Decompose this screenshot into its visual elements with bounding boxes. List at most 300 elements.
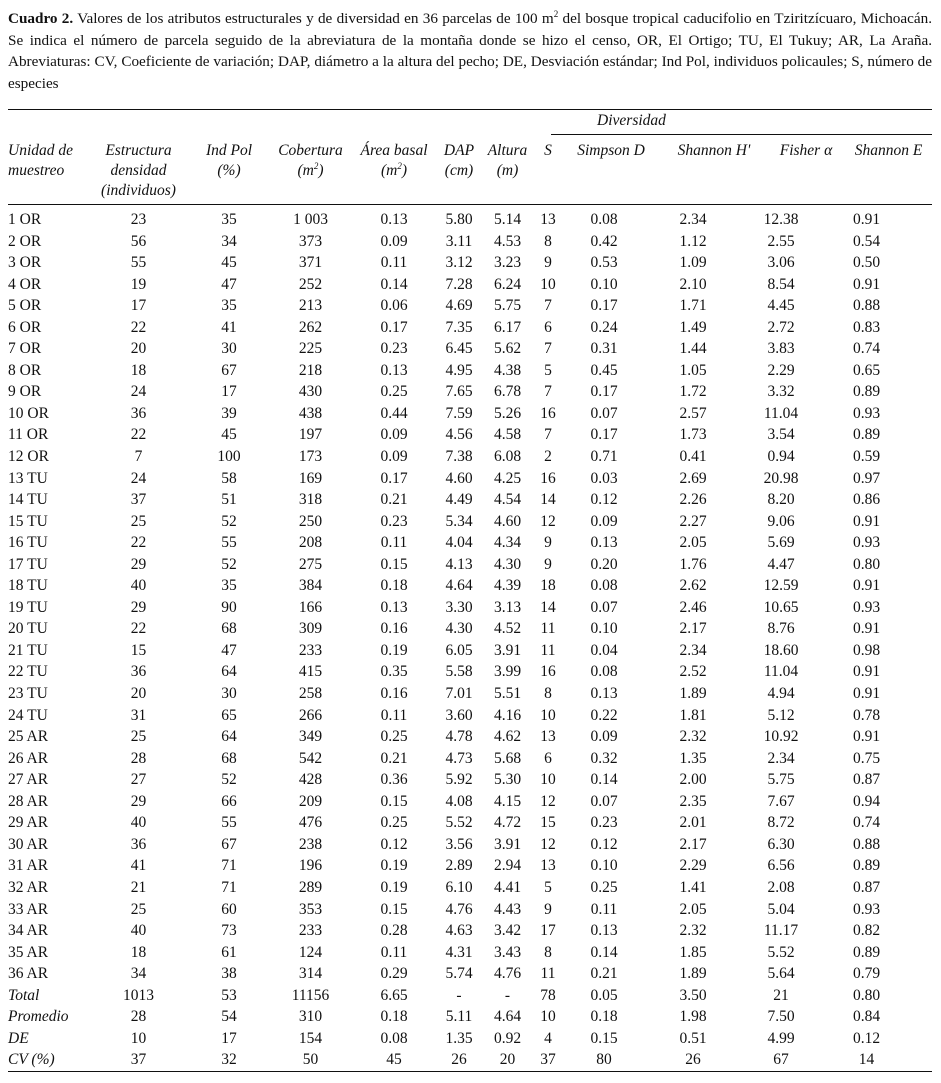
table-cell: 0.23 [590, 814, 618, 832]
table-cell: 1.73 [679, 426, 707, 444]
table-cell: 0.25 [380, 383, 408, 401]
table-cell: 10 [540, 706, 556, 724]
row-label: 35 AR [8, 943, 49, 961]
table-cell: 22 [130, 620, 147, 638]
table-cell: 41 [221, 318, 237, 336]
table-cell: 1.89 [679, 685, 707, 703]
table-cell: 0.09 [380, 232, 408, 250]
header-cobertura [269, 141, 352, 181]
table-cell: 25 [130, 900, 147, 918]
table-cell: 10.65 [763, 598, 799, 616]
table-cell: 4.78 [445, 728, 473, 746]
table-cell: 50 [302, 1051, 319, 1069]
table-cell: 17 [221, 1029, 237, 1047]
header-dap-line2: (cm) [444, 162, 474, 179]
table-cell: 0.51 [679, 1029, 707, 1047]
table-row [8, 640, 912, 662]
header-altura-line1: Altura [487, 142, 528, 159]
table-cell: 5.52 [445, 814, 473, 832]
header-unidad-line1: Unidad de [8, 142, 74, 159]
table-cell: 0.24 [590, 318, 618, 336]
table-cell: 0.92 [493, 1029, 522, 1047]
table-cell: 0.08 [590, 211, 618, 228]
table-cell: 0.21 [380, 749, 408, 767]
table-cell: 0.25 [380, 728, 408, 746]
table-cell: 3.06 [767, 254, 795, 272]
table-cell: 1.35 [679, 749, 707, 767]
table-cell: 22 [130, 534, 147, 552]
table-cell: 7.59 [445, 404, 473, 422]
table-cell: 0.12 [590, 491, 618, 509]
table-cell: 3.30 [445, 598, 473, 616]
table-cell: 25 [130, 512, 147, 530]
table-cell: 0.91 [852, 512, 881, 530]
table-cell: 3.50 [679, 986, 707, 1004]
header-altura-line2: (m) [496, 162, 519, 179]
table-cell: 66 [221, 792, 237, 810]
row-label: 14 TU [8, 491, 48, 509]
table-cell: 3.13 [493, 598, 522, 616]
table-cell: 71 [221, 878, 237, 896]
table-cell: 0.12 [852, 1029, 881, 1047]
row-label: 8 OR [8, 361, 42, 379]
table-cell: 78 [540, 986, 556, 1004]
row-label: 18 TU [8, 577, 48, 595]
row-label: 10 OR [8, 404, 49, 422]
table-cell: 4.76 [445, 900, 473, 918]
table-cell: 2.72 [767, 318, 795, 336]
header-estructura [88, 141, 189, 201]
row-label: 33 AR [8, 900, 49, 918]
table-cell: 2.10 [679, 275, 707, 293]
table-cell: 4.60 [445, 469, 473, 487]
row-label: 3 OR [8, 254, 42, 272]
table-row [8, 252, 912, 274]
table-cell: 2.55 [767, 232, 795, 250]
table-cell: 0.08 [380, 1029, 408, 1047]
table-cell: 0.79 [852, 965, 881, 983]
table-cell: 7.67 [767, 792, 795, 810]
table-cell: 64 [221, 728, 237, 746]
table-cell: 7.28 [445, 275, 473, 293]
table-cell: 1013 [123, 986, 154, 1004]
table-cell: 20.98 [763, 469, 799, 487]
table-cell: 3.60 [445, 706, 473, 724]
table-cell: 0.19 [380, 641, 408, 659]
table-cell: 4.39 [493, 577, 522, 595]
table-cell: 415 [298, 663, 323, 681]
header-area-unit: (m [380, 162, 398, 179]
table-cell: 0.11 [380, 534, 408, 552]
table-cell: 40 [130, 577, 147, 595]
table-cell: 4.73 [445, 749, 473, 767]
summary-row [8, 1028, 912, 1050]
table-cell: 52 [221, 555, 237, 573]
table-cell: 166 [298, 598, 323, 616]
row-label: 21 TU [8, 641, 48, 659]
table-cell: 6.45 [445, 340, 473, 358]
table-cell: 3.91 [493, 641, 522, 659]
table-cell: 0.07 [590, 598, 618, 616]
table-cell: 318 [298, 491, 323, 509]
table-cell: 5.58 [445, 663, 473, 681]
table-cell: 23 [130, 211, 147, 228]
table-cell: 0.13 [590, 534, 618, 552]
table-row [8, 791, 912, 813]
table-cell: 0.41 [679, 448, 707, 466]
table-row [8, 360, 912, 382]
table-cell: 0.93 [852, 404, 881, 422]
table-cell: 371 [298, 254, 323, 272]
table-row [8, 812, 912, 834]
table-row [8, 424, 912, 446]
table-cell: 5.11 [445, 1008, 473, 1026]
row-label: 32 AR [8, 878, 49, 896]
table-cell: 0.91 [852, 728, 881, 746]
table-cell: 0.89 [852, 857, 881, 875]
table-cell: 4.31 [445, 943, 473, 961]
table-cell: 4.49 [445, 491, 473, 509]
row-label: 15 TU [8, 512, 48, 530]
table-cell: 20 [499, 1051, 516, 1069]
table-cell: 2.08 [767, 878, 795, 896]
table-cell: 2.46 [679, 598, 707, 616]
table-cell: 0.71 [590, 448, 618, 466]
table-cell: 2.34 [679, 211, 707, 228]
table-cell: 67 [221, 361, 237, 379]
table-cell: 11 [540, 641, 556, 659]
table-cell: 208 [298, 534, 323, 552]
table-cell: 55 [130, 254, 147, 272]
table-cell: 12 [540, 512, 556, 530]
table-cell: 80 [596, 1051, 612, 1069]
table-cell: 11156 [291, 986, 330, 1004]
table-cell: 4.34 [493, 534, 522, 552]
table-cell: 4.72 [493, 814, 522, 832]
table-cell: 0.97 [852, 469, 881, 487]
table-cell: 7 [134, 448, 143, 466]
table-cell: 0.50 [852, 254, 881, 272]
diversity-subrule [551, 134, 932, 135]
table-cell: 1.72 [679, 383, 707, 401]
table-cell: 29 [130, 598, 147, 616]
table-cell: 22 [130, 426, 147, 444]
table-cell: 0.91 [852, 211, 881, 228]
table-cell: 1.76 [679, 555, 707, 573]
table-row [8, 661, 912, 683]
table-cell: 173 [298, 448, 323, 466]
table-cell: 0.89 [852, 426, 881, 444]
table-cell: 0.23 [380, 340, 408, 358]
table-cell: 0.94 [852, 792, 881, 810]
table-cell: 40 [130, 922, 147, 940]
table-cell: 4.38 [493, 361, 522, 379]
table-cell: 0.17 [590, 297, 618, 315]
table-cell: 11.04 [763, 663, 799, 681]
data-table-body [8, 209, 912, 1071]
row-label: CV (%) [8, 1051, 55, 1069]
header-area-sup: 2 [397, 160, 402, 171]
table-cell: 11.04 [763, 404, 799, 422]
table-cell: 60 [221, 900, 237, 918]
caption-label: Cuadro 2. [8, 10, 74, 27]
table-cell: 5.68 [493, 749, 522, 767]
table-cell: 5.26 [493, 404, 522, 422]
header-indpol-line2: (%) [217, 162, 241, 179]
row-label: 1 OR [8, 211, 42, 228]
header-shannon-h: Shannon H' [677, 142, 751, 159]
table-cell: 47 [221, 641, 237, 659]
table-cell: 34 [221, 232, 237, 250]
table-cell: 1.41 [679, 878, 707, 896]
table-cell: 8.72 [767, 814, 795, 832]
table-cell: 430 [298, 383, 323, 401]
table-cell: 8.20 [767, 491, 795, 509]
row-label: 29 AR [8, 814, 49, 832]
table-cell: 6.10 [445, 878, 473, 896]
table-cell: 314 [298, 965, 323, 983]
table-cell: 7 [544, 383, 552, 401]
table-cell: 5.74 [445, 965, 473, 983]
table-row [8, 338, 912, 360]
table-cell: 3.54 [767, 426, 795, 444]
table-cell: 34 [130, 965, 147, 983]
table-cell: 2.17 [679, 620, 707, 638]
header-unidad [8, 141, 73, 181]
table-cell: 31 [130, 706, 147, 724]
table-cell: 4.41 [493, 878, 522, 896]
table-cell: 0.06 [380, 297, 408, 315]
table-cell: 6.56 [767, 857, 795, 875]
table-cell: 37 [130, 491, 147, 509]
table-cell: 438 [298, 404, 323, 422]
table-row [8, 446, 912, 468]
table-cell: 0.87 [852, 771, 881, 789]
table-cell: 258 [298, 685, 323, 703]
table-cell: 0.87 [852, 878, 881, 896]
caption-superscript: 2 [553, 8, 559, 19]
table-cell: 0.15 [380, 555, 408, 573]
table-row [8, 683, 912, 705]
table-cell: 0.25 [380, 814, 408, 832]
table-row [8, 468, 912, 490]
table-cell: 4.30 [445, 620, 473, 638]
table-cell: 0.93 [852, 534, 881, 552]
table-row [8, 554, 912, 576]
table-cell: 18 [130, 361, 147, 379]
table-cell: 213 [298, 297, 323, 315]
row-label: 25 AR [8, 728, 49, 746]
table-cell: 349 [298, 728, 323, 746]
table-cell: 542 [298, 749, 323, 767]
table-cell: 4.47 [767, 555, 795, 573]
row-label: 12 OR [8, 448, 49, 466]
table-cell: 6.65 [380, 986, 408, 1004]
table-cell: 29 [130, 792, 147, 810]
table-cell: 0.10 [590, 620, 618, 638]
table-cell: 28 [130, 1008, 147, 1026]
table-cell: 0.22 [590, 706, 618, 724]
table-cell: 20 [130, 685, 147, 703]
table-row [8, 726, 912, 748]
table-cell: 7.50 [767, 1008, 795, 1026]
table-cell: 0.15 [380, 792, 408, 810]
table-cell: 0.88 [852, 835, 881, 853]
table-cell: 0.09 [380, 426, 408, 444]
table-cell: 4.94 [767, 685, 795, 703]
table-cell: 0.42 [590, 232, 618, 250]
table-cell: 5.69 [767, 534, 795, 552]
table-cell: 0.07 [590, 404, 618, 422]
row-label: 24 TU [8, 706, 48, 724]
table-cell: 225 [298, 340, 323, 358]
table-cell: 0.16 [380, 620, 408, 638]
table-cell: 36 [130, 663, 147, 681]
table-row [8, 705, 912, 727]
table-cell: 4.63 [445, 922, 473, 940]
table-cell: 54 [221, 1008, 237, 1026]
row-label: 34 AR [8, 922, 49, 940]
table-cell: 0.09 [380, 448, 408, 466]
table-cell: - [456, 986, 462, 1004]
row-label: 13 TU [8, 469, 48, 487]
diversity-group-header: Diversidad [597, 112, 666, 129]
header-dap-line1: DAP [443, 142, 475, 159]
table-cell: 39 [221, 404, 237, 422]
table-cell: 26 [451, 1051, 467, 1069]
table-cell: 5.51 [493, 685, 522, 703]
table-cell: 154 [298, 1029, 323, 1047]
table-cell: 14 [540, 598, 556, 616]
table-cell: 67 [773, 1051, 789, 1069]
table-cell: 100 [217, 448, 241, 466]
table-cell: 52 [221, 771, 237, 789]
table-cell: 0.84 [852, 1008, 881, 1026]
summary-row [8, 1006, 912, 1028]
header-s: S [544, 142, 552, 159]
table-row [8, 575, 912, 597]
table-cell: 0.25 [590, 878, 618, 896]
table-cell: 3.11 [445, 232, 473, 250]
table-cell: 55 [221, 814, 237, 832]
table-cell: 0.78 [852, 706, 881, 724]
summary-row [8, 1049, 912, 1071]
header-estructura-line1: Estructura [105, 142, 172, 159]
table-cell: 21 [130, 878, 147, 896]
header-area-line1: Área basal [360, 142, 428, 159]
table-cell: 32 [221, 1051, 237, 1069]
table-cell: 41 [130, 857, 147, 875]
table-cell: 18.60 [763, 641, 799, 659]
table-cell: 12 [540, 792, 556, 810]
table-cell: 4.53 [493, 232, 522, 250]
table-cell: 52 [221, 512, 237, 530]
table-cell: 15 [130, 641, 147, 659]
table-cell: 0.35 [380, 663, 408, 681]
table-cell: 4.60 [493, 512, 522, 530]
table-row [8, 403, 912, 425]
table-cell: 0.83 [852, 318, 881, 336]
table-cell: 2.05 [679, 900, 707, 918]
table-cell: 0.18 [590, 1008, 618, 1026]
table-cell: 7.65 [445, 383, 473, 401]
table-cell: 3.56 [445, 835, 473, 853]
row-label: 28 AR [8, 792, 49, 810]
table-cell: 0.54 [852, 232, 881, 250]
table-cell: 30 [221, 340, 237, 358]
table-cell: 36 [130, 404, 147, 422]
table-cell: 21 [773, 986, 789, 1004]
table-cell: 0.93 [852, 598, 881, 616]
table-cell: 90 [221, 598, 237, 616]
table-cell: 4.64 [445, 577, 473, 595]
table-row [8, 532, 912, 554]
table-row [8, 489, 912, 511]
table-cell: 0.89 [852, 943, 881, 961]
table-cell: 1.98 [679, 1008, 707, 1026]
table-cell: 0.98 [852, 641, 881, 659]
table-cell: 1.85 [679, 943, 707, 961]
table-cell: 4.62 [493, 728, 522, 746]
table-cell: 196 [298, 857, 323, 875]
table-cell: 8 [544, 943, 552, 961]
table-cell: 2.01 [679, 814, 707, 832]
table-cell: 5.92 [445, 771, 473, 789]
table-cell: 1.09 [679, 254, 707, 272]
table-cell: 3.83 [767, 340, 795, 358]
table-cell: 7 [544, 340, 552, 358]
table-cell: 384 [298, 577, 323, 595]
table-cell: 10 [540, 275, 556, 293]
table-cell: 5.34 [445, 512, 473, 530]
table-cell: 262 [298, 318, 323, 336]
table-cell: 0.17 [380, 469, 408, 487]
row-label: Promedio [8, 1008, 69, 1026]
table-cell: 275 [298, 555, 323, 573]
table-cell: 0.14 [380, 275, 408, 293]
table-cell: 10 [130, 1029, 147, 1047]
table-cell: 11 [540, 965, 556, 983]
table-cell: 17 [130, 297, 147, 315]
table-cell: 2.29 [767, 361, 795, 379]
table-cell: 0.91 [852, 685, 881, 703]
table-cell: 1.05 [679, 361, 707, 379]
table-cell: 0.03 [590, 469, 618, 487]
table-cell: 40 [130, 814, 147, 832]
header-area-close: ) [401, 162, 408, 179]
table-cell: 12 [540, 835, 556, 853]
table-cell: 5.64 [767, 965, 795, 983]
row-label: 6 OR [8, 318, 42, 336]
table-cell: 19 [130, 275, 147, 293]
table-cell: 2.05 [679, 534, 707, 552]
table-cell: 35 [221, 211, 237, 228]
table-cell: 15 [540, 814, 556, 832]
table-cell: 0.88 [852, 297, 881, 315]
table-cell: 4.45 [767, 297, 795, 315]
table-cell: 11.17 [763, 922, 799, 940]
table-cell: 0.15 [380, 900, 408, 918]
table-cell: 0.91 [852, 275, 881, 293]
table-cell: 14 [858, 1051, 875, 1069]
table-cell: 4 [544, 1029, 552, 1047]
row-label: 17 TU [8, 555, 48, 573]
table-row [8, 511, 912, 533]
table-cell: 4.58 [493, 426, 522, 444]
table-cell: 17 [221, 383, 237, 401]
table-cell: 2.69 [679, 469, 707, 487]
table-cell: 4.04 [445, 534, 473, 552]
